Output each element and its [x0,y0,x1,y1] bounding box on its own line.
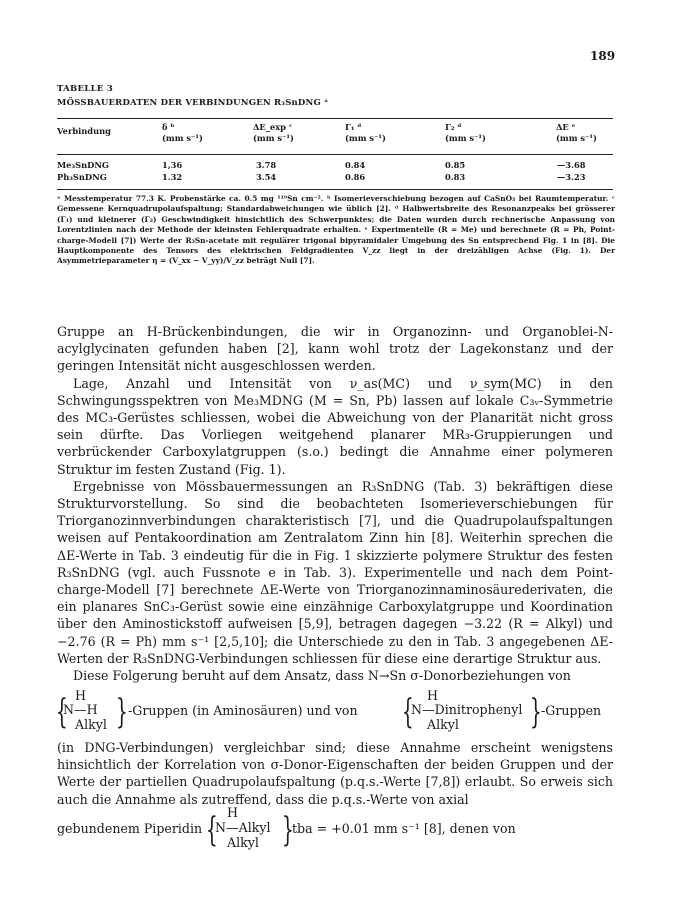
table-footnotes: ᵃ Messtemperatur 77.3 K. Probenstärke ca. 0.5 mg ¹¹⁹Sn cm⁻². ᵇ Isomerieverschiebung bezogen auf CaSnO₃ bei Raumtemperatur. ᶜ Gemessene Kernquadrupolaufspaltung; Standardabweichungen wie üblich [2]. ᵈ Halbwertsbreite des Resonanzpeaks bei grösserer (Γ₁) und kleinerer (Γ₂) Geschwindigkeit hinsichtlich des Schwerpunktes; die Daten wurden durch rechnerische Anpassung von Lorentzlinien nach der Methode der kleinsten Fehlerquadrate erhalten. ᵉ Experimentelle (R = Me) und berechnete (R = Ph, Point-charge-Modell [7]) Werte der R₃Sn-acetate mit regulärer trigonal bipyramidaler Umgebung des Sn entsprechend Fig. 1 in [8]. Die Hauptkomponente des Tensors des elektrischen Feldgradienten V_zz liegt in der dreizähligen Achse (Fig. 1). Der Asymmetrieparameter η = (V_xx − V_yy)/V_zz beträgt Null [7]. [57,194,615,266]
paragraph: (in DNG-Verbindungen) vergleichbar sind; diese Annahme erscheint wenigstens hinsichtlich der Korrelation von σ-Donor-Eigenschaften der beiden Gruppen und der Werte der partiellen Quadrupolaufspaltung (p.q.s.-Werte [7,8]) erlaubt. So erweis sich auch die Annahme als zutreffend, dass die p.q.s.-Werte von axial [57,740,613,807]
table-cell: 3.54 [256,172,277,182]
formula-piperidin: gebundenem Piperidin { H N—Alkyl Alkyl } tba = +0.01 mm s⁻¹ [8], denen von [57,805,516,850]
paragraph: Diese Folgerung beruht auf dem Ansatz, dass N→Sn σ-Donorbeziehungen von [73,668,571,684]
table-label: TABELLE 3 [57,84,114,94]
table-cell: 1.32 [162,172,183,182]
table-cell: 3.78 [256,160,277,170]
table-header-cell: Γ₁ ᵈ (mm s⁻¹) [345,122,386,143]
group-bot: Alkyl [427,717,459,732]
page-number: 189 [590,49,616,63]
formula-text: gebundenem Piperidin [57,821,203,836]
table-cell: Me₃SnDNG [57,160,109,170]
table-header-cell: Γ₂ ᵈ (mm s⁻¹) [445,122,486,143]
formula-text: -Gruppen [541,703,602,718]
table-cell: —3.68 [557,160,586,170]
table-header-cell: ΔE ᵉ (mm s⁻¹) [556,122,597,143]
table-cell: 0.84 [345,160,366,170]
table-header-cell: ΔE_exp ᶜ (mm s⁻¹) [253,122,294,143]
table-cell: 0.86 [345,172,366,182]
table-header-cell: Verbindung [57,126,111,136]
body-paragraphs [57,323,613,684]
group-mid: N—H [63,702,98,717]
group-top: H [427,688,438,703]
formula-text: -Gruppen (in Aminosäuren) und von [128,703,358,718]
table-cell: Ph₃SnDNG [57,172,107,182]
group-top: H [75,688,86,703]
paragraph: Gruppe an H-Brückenbindungen, die wir in Organozinn- und Organoblei-N-acylglycinaten gefunden haben [2], kann wohl trotz der Lagekonstanz und der geringen Intensität nicht ausgeschlossen werden. [57,324,613,374]
table-cell: —3.23 [557,172,586,182]
table-cell: 0.83 [445,172,466,182]
paragraph: Ergebnisse von Mössbauermessungen an R₃SnDNG (Tab. 3) bekräftigen diese Strukturvorstellung. So sind die beobachteten Isomerieverschiebungen für Triorganozinnverbindungen charakteristisch [7], und die Quadrupolaufspaltungen weisen auf Pentakoordination am Zentralatom Zinn hin [8]. Weiterhin sprechen die ΔE-Werte in Tab. 3 eindeutig für die in Fig. 1 skizzierte polymere Struktur des festen R₃SnDNG (vgl. auch Fussnote e in Tab. 3). Experimentelle und nach dem Point-charge-Modell [7] berechnete ΔE-Werte von Triorganozinnaminosäurederivaten, die ein planares SnC₃-Gerüst sowie eine einzähnige Carboxylatgruppe und Koordination über den Aminostickstoff aufweisen [5,9], betragen dagegen −3.22 (R = Alkyl) und −2.76 (R = Ph) mm s⁻¹ [2,5,10]; die Unterschiede zu den in Tab. 3 angegebenen ΔE-Werten der R₃SnDNG-Verbindungen schliessen für diese eine derartige Struktur aus. [57,478,613,666]
table-cell: 1,36 [162,160,183,170]
group-mid: N—Alkyl [215,820,271,835]
table-cell: 0.85 [445,160,466,170]
group-top: H [227,805,238,820]
formula-text: tba = +0.01 mm s⁻¹ [8], denen von [292,821,516,836]
table-header-cell: δ ᵇ (mm s⁻¹) [162,122,203,143]
body-paragraph-after [57,739,613,808]
table-bottom-rule [57,189,613,190]
formula-amino-groups: { H N—H Alkyl } -Gruppen (in Aminosäuren) und von { H N—Dinitrophenyl Alkyl } -Gruppen [55,688,602,732]
table-header-rule [57,154,613,155]
group-bot: Alkyl [227,835,259,850]
group-bot: Alkyl [75,717,107,732]
paragraph: Lage, Anzahl und Intensität von ν_as(MC) und ν_sym(MC) in den Schwingungsspektren von Me₃MDNG (M = Sn, Pb) lassen auf lokale C₃ᵥ-Symmetrie des MC₃-Gerüstes schliessen, wobei die Abweichung von der Planarität nicht gross sein dürfte. Das Vorliegen weitgehend planarer MR₃-Gruppierungen und verbrückender Carboxylatgruppen (s.o.) bedingt die Annahme einer polymeren Struktur im festen Zustand (Fig. 1). [57,375,613,477]
table-top-rule [57,118,613,119]
group-mid: N—Dinitrophenyl [411,702,523,717]
table-title: MÖSSBAUERDATEN DER VERBINDUNGEN R₃SnDNG ᵃ [57,98,329,108]
